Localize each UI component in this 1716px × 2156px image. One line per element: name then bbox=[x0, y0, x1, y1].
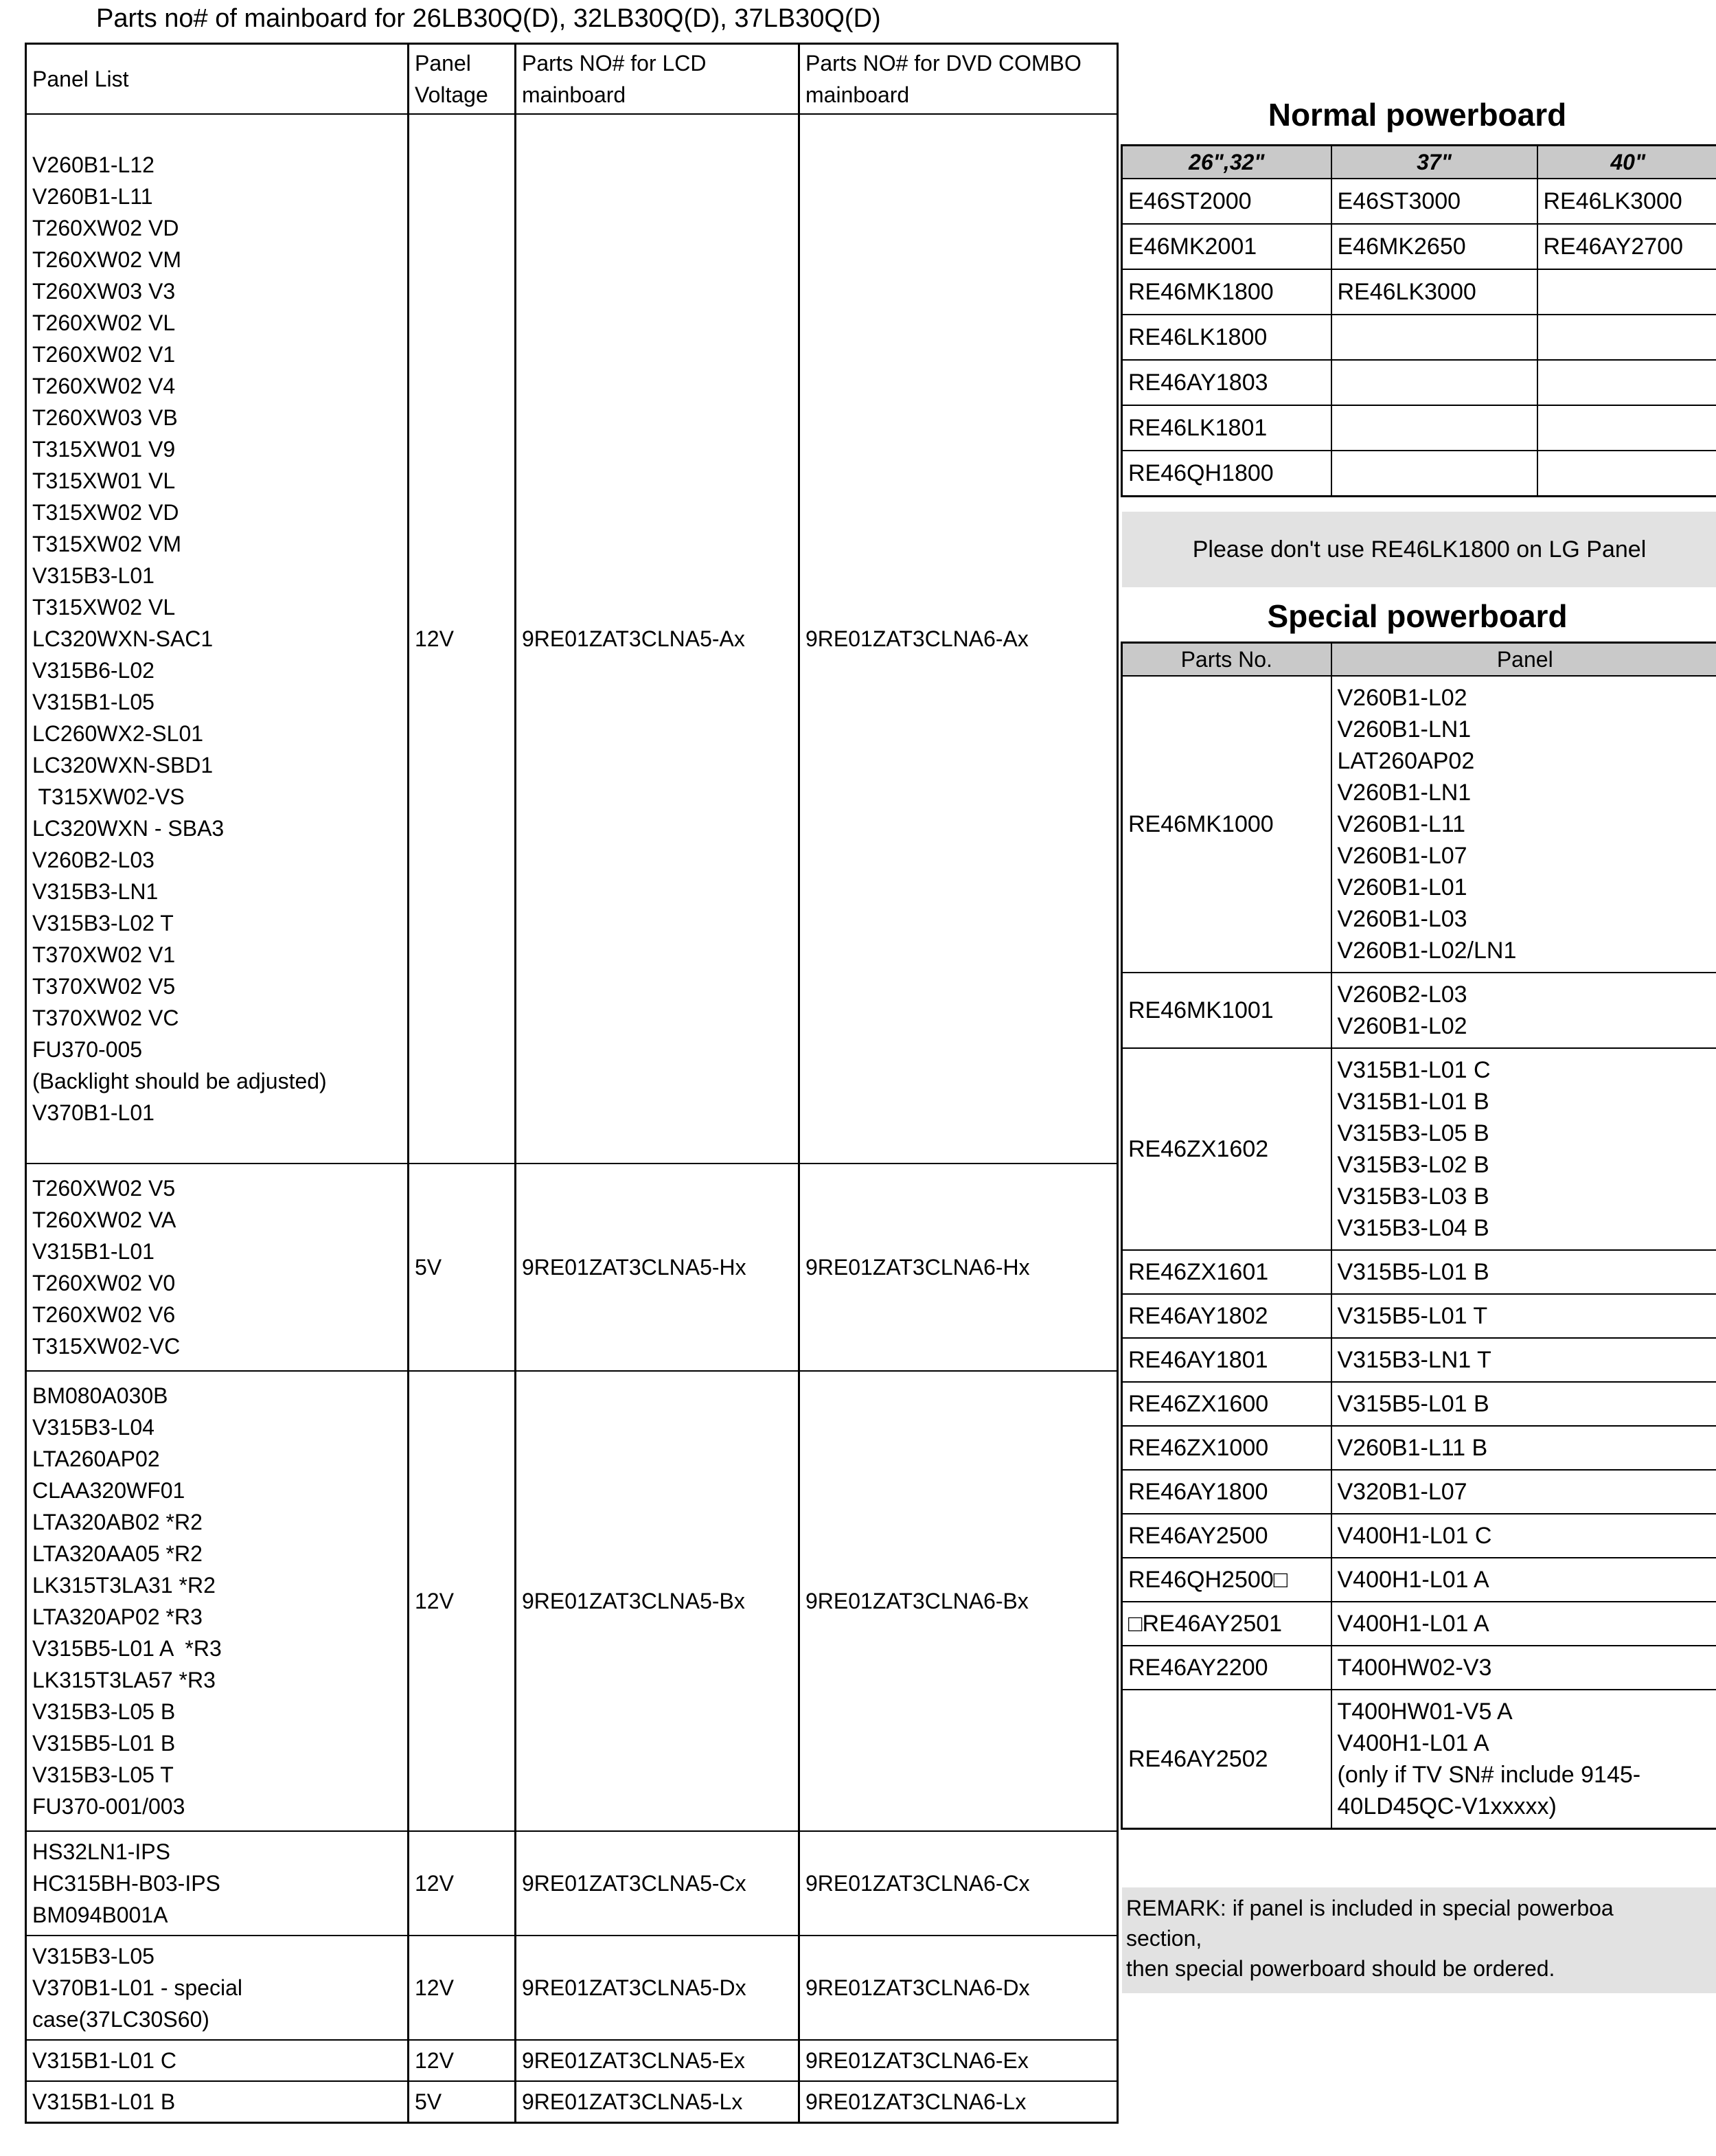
panel-model: LC320WXN-SAC1 bbox=[32, 626, 214, 651]
panel-model: T260XW02 V6 bbox=[32, 1302, 176, 1327]
panel-model: LC320WXN - SBA3 bbox=[32, 816, 225, 841]
panel-voltage-cell: 12V bbox=[409, 1936, 516, 2040]
panel-model: HS32LN1-IPS bbox=[32, 1839, 170, 1864]
panel-model: V260B1-L02/LN1 bbox=[1337, 938, 1517, 964]
panel-voltage-cell: 12V bbox=[409, 114, 516, 1164]
panel-model: V315B6-L02 bbox=[32, 658, 155, 683]
panel-model: V400H1-L01 A bbox=[1337, 1611, 1489, 1637]
panel-voltage-cell: 12V bbox=[409, 2040, 516, 2081]
lcd-mainboard-part-cell: 9RE01ZAT3CLNA5-Ax bbox=[516, 114, 799, 1164]
remark-line: then special powerboard should be ordered. bbox=[1126, 1956, 1555, 1981]
table-row bbox=[1122, 224, 1716, 269]
panel-model: LK315T3LA57 *R3 bbox=[32, 1668, 216, 1692]
panel-model: V260B1-L02 bbox=[1337, 685, 1467, 711]
special-panels-cell bbox=[1331, 1646, 1716, 1690]
panel-model: V315B1-L01 C bbox=[32, 2048, 176, 2073]
special-powerboard-table bbox=[1121, 642, 1716, 1830]
panel-model: V315B3-L03 B bbox=[1337, 1183, 1489, 1210]
table-row bbox=[1122, 1558, 1716, 1602]
powerboard-part-cell bbox=[1537, 451, 1716, 497]
panel-model: V315B5-L01 T bbox=[1337, 1303, 1488, 1329]
powerboard-part-cell bbox=[1537, 360, 1716, 405]
powerboard-part-cell: RE46LK1800 bbox=[1122, 315, 1331, 360]
table-row bbox=[1122, 269, 1716, 315]
table-row bbox=[26, 1164, 1118, 1371]
header-26-32-inch: 26",32" bbox=[1122, 146, 1331, 179]
panel-model: T315XW02-VC bbox=[32, 1334, 181, 1359]
table-row bbox=[26, 114, 1118, 1164]
panel-model: T260XW03 VB bbox=[32, 405, 178, 430]
table-row bbox=[26, 2081, 1118, 2123]
normal-powerboard-title: Normal powerboard bbox=[1268, 97, 1567, 133]
panel-model: V315B5-L01 B bbox=[1337, 1391, 1489, 1417]
powerboard-part-cell: E46ST2000 bbox=[1122, 179, 1331, 224]
panel-model: V315B1-L01 B bbox=[1337, 1089, 1489, 1115]
panel-list bbox=[32, 149, 402, 1128]
panel-model: V260B1-L12 bbox=[32, 152, 155, 177]
panel-model: V400H1-L01 A bbox=[1337, 1567, 1489, 1593]
special-panels-cell bbox=[1331, 1048, 1716, 1250]
panel-model: T260XW02 V4 bbox=[32, 374, 176, 398]
special-part-cell: RE46MK1001 bbox=[1122, 973, 1331, 1048]
panel-model: LTA320AB02 *R2 bbox=[32, 1510, 203, 1534]
panel-model: T260XW02 VM bbox=[32, 247, 181, 272]
panel-model: V260B1-LN1 bbox=[1337, 716, 1472, 742]
panel-model: HC315BH-B03-IPS bbox=[32, 1871, 220, 1896]
panel-model: V315B3-L05 bbox=[32, 1944, 155, 1968]
special-header-row bbox=[1122, 643, 1716, 677]
panel-model: V315B1-L01 B bbox=[32, 2089, 176, 2114]
special-part-cell: RE46AY2500 bbox=[1122, 1514, 1331, 1558]
panel-model: T260XW03 V3 bbox=[32, 279, 176, 304]
panel-model: V315B1-L05 bbox=[32, 690, 155, 714]
lcd-mainboard-part-cell: 9RE01ZAT3CLNA5-Bx bbox=[516, 1371, 799, 1831]
panel-model: V260B1-L03 bbox=[1337, 906, 1467, 932]
panel-list-cell bbox=[26, 1936, 409, 2040]
panel-model: BM094B001A bbox=[32, 1903, 168, 1927]
table-row bbox=[1122, 1690, 1716, 1829]
normal-powerboard-table bbox=[1121, 144, 1716, 497]
panel-model: T370XW02 V1 bbox=[32, 942, 176, 967]
panel-model: V260B2-L03 bbox=[1337, 981, 1467, 1008]
powerboard-part-cell bbox=[1331, 315, 1537, 360]
panel-model: V315B3-L01 bbox=[32, 563, 155, 588]
table-row bbox=[1122, 1338, 1716, 1382]
dvd-combo-mainboard-part-cell: 9RE01ZAT3CLNA6-Cx bbox=[799, 1831, 1118, 1936]
panel-list bbox=[32, 1836, 402, 1931]
panel-model: V315B5-L01 A *R3 bbox=[32, 1636, 222, 1661]
panel-model: (only if TV SN# include 9145- bbox=[1337, 1762, 1641, 1788]
remark-line: REMARK: if panel is included in special powerboa bbox=[1126, 1896, 1614, 1920]
panel-model: V315B3-L05 B bbox=[32, 1699, 176, 1724]
powerboard-part-cell: RE46LK3000 bbox=[1537, 179, 1716, 224]
special-panels-cell bbox=[1331, 1558, 1716, 1602]
panel-model: T315XW02 VD bbox=[32, 500, 179, 525]
powerboard-part-cell bbox=[1537, 269, 1716, 315]
panel-model: FU370-001/003 bbox=[32, 1794, 185, 1819]
normal-header-row bbox=[1122, 146, 1716, 179]
panel-model: BM080A030B bbox=[32, 1383, 168, 1408]
panel-model: CLAA320WF01 bbox=[32, 1478, 185, 1503]
dvd-combo-mainboard-part-cell: 9RE01ZAT3CLNA6-Dx bbox=[799, 1936, 1118, 2040]
panel-voltage-cell: 5V bbox=[409, 1164, 516, 1371]
panel-model: LTA260AP02 bbox=[32, 1446, 160, 1471]
panel-model: V400H1-L01 A bbox=[1337, 1730, 1489, 1756]
special-panels-cell bbox=[1331, 1426, 1716, 1470]
panel-model: (Backlight should be adjusted) bbox=[32, 1069, 327, 1093]
panel-model: V315B5-L01 B bbox=[32, 1731, 176, 1756]
table-row bbox=[1122, 1470, 1716, 1514]
panel-model: LC320WXN-SBD1 bbox=[32, 753, 214, 778]
powerboard-part-cell: RE46AY2700 bbox=[1537, 224, 1716, 269]
special-part-cell: RE46ZX1602 bbox=[1122, 1048, 1331, 1250]
panel-model: V315B3-LN1 bbox=[32, 879, 159, 904]
panel-model: V260B1-L07 bbox=[1337, 843, 1467, 869]
normal-powerboard-notice: Please don't use RE46LK1800 on LG Panel bbox=[1122, 512, 1716, 587]
panel-model: V315B5-L01 B bbox=[1337, 1259, 1489, 1285]
table-row bbox=[1122, 315, 1716, 360]
header-dvd-combo-mainboard: Parts NO# for DVD COMBO mainboard bbox=[799, 44, 1118, 115]
powerboard-part-cell bbox=[1331, 451, 1537, 497]
panel-list-cell bbox=[26, 114, 409, 1164]
special-part-cell: RE46ZX1600 bbox=[1122, 1382, 1331, 1426]
table-row bbox=[1122, 1426, 1716, 1470]
page-title: Parts no# of mainboard for 26LB30Q(D), 32LB30Q(D), 37LB30Q(D) bbox=[96, 4, 881, 33]
table-row bbox=[1122, 1048, 1716, 1250]
header-lcd-mainboard: Parts NO# for LCD mainboard bbox=[516, 44, 799, 115]
panel-list bbox=[32, 1380, 402, 1822]
table-row bbox=[1122, 676, 1716, 973]
powerboard-part-cell: RE46QH1800 bbox=[1122, 451, 1331, 497]
panel-model: V260B2-L03 bbox=[32, 848, 155, 872]
table-row bbox=[1122, 1294, 1716, 1338]
table-row bbox=[26, 1831, 1118, 1936]
panel-list bbox=[32, 2086, 402, 2118]
header-panel-list: Panel List bbox=[26, 44, 409, 115]
panel-model: V260B1-L11 bbox=[1337, 811, 1466, 837]
panel-model: T315XW02 VM bbox=[32, 532, 181, 556]
table-row bbox=[1122, 360, 1716, 405]
header-parts-no: Parts No. bbox=[1122, 643, 1331, 677]
table-row bbox=[1122, 1250, 1716, 1294]
lcd-mainboard-part-cell: 9RE01ZAT3CLNA5-Hx bbox=[516, 1164, 799, 1371]
panel-model: V315B3-L02 T bbox=[32, 911, 174, 935]
special-panels-cell bbox=[1331, 1294, 1716, 1338]
special-part-cell: □RE46AY2501 bbox=[1122, 1602, 1331, 1646]
dvd-combo-mainboard-part-cell: 9RE01ZAT3CLNA6-Lx bbox=[799, 2081, 1118, 2123]
remark-line: section, bbox=[1126, 1926, 1202, 1951]
panel-model: V315B1-L01 C bbox=[1337, 1057, 1491, 1083]
table-row bbox=[1122, 1602, 1716, 1646]
panel-voltage-cell: 12V bbox=[409, 1831, 516, 1936]
mainboard-parts-table bbox=[25, 43, 1119, 2124]
header-37-inch: 37" bbox=[1331, 146, 1537, 179]
panel-model: T260XW02 VD bbox=[32, 216, 179, 240]
powerboard-part-cell: RE46AY1803 bbox=[1122, 360, 1331, 405]
powerboard-part-cell bbox=[1331, 360, 1537, 405]
dvd-combo-mainboard-part-cell: 9RE01ZAT3CLNA6-Hx bbox=[799, 1164, 1118, 1371]
powerboard-part-cell: E46ST3000 bbox=[1331, 179, 1537, 224]
panel-model: V260B1-L11 B bbox=[1337, 1435, 1488, 1461]
panel-model: V370B1-L01 bbox=[32, 1100, 155, 1125]
panel-model: T315XW02 VL bbox=[32, 595, 176, 620]
special-panels-cell bbox=[1331, 1602, 1716, 1646]
panel-model: T260XW02 VL bbox=[32, 310, 176, 335]
panel-model: T260XW02 VA bbox=[32, 1207, 176, 1232]
powerboard-part-cell bbox=[1331, 405, 1537, 451]
table-row bbox=[1122, 1646, 1716, 1690]
table-row bbox=[26, 1371, 1118, 1831]
panel-model: V260B1-LN1 bbox=[1337, 780, 1472, 806]
powerboard-part-cell: E46MK2650 bbox=[1331, 224, 1537, 269]
panel-list bbox=[32, 1172, 402, 1362]
panel-model: case(37LC30S60) bbox=[32, 2007, 209, 2032]
panel-list-cell bbox=[26, 1164, 409, 1371]
panel-list bbox=[32, 1940, 402, 2035]
special-panels-cell bbox=[1331, 1470, 1716, 1514]
panel-model: T260XW02 V5 bbox=[32, 1176, 176, 1201]
special-powerboard-remark bbox=[1122, 1887, 1716, 1993]
panel-model: T370XW02 VC bbox=[32, 1006, 179, 1030]
panel-model: T260XW02 V1 bbox=[32, 342, 176, 367]
panel-model: T400HW01-V5 A bbox=[1337, 1699, 1513, 1725]
panel-model: V370B1-L01 - special bbox=[32, 1975, 242, 2000]
dvd-combo-mainboard-part-cell: 9RE01ZAT3CLNA6-Ax bbox=[799, 114, 1118, 1164]
panel-model: V315B3-LN1 T bbox=[1337, 1347, 1491, 1373]
panel-model: V260B1-L02 bbox=[1337, 1013, 1467, 1039]
special-powerboard-title: Special powerboard bbox=[1267, 598, 1568, 634]
table-row bbox=[1122, 179, 1716, 224]
panel-list-cell bbox=[26, 2040, 409, 2081]
panel-model: T315XW02-VS bbox=[32, 784, 185, 809]
special-panels-cell bbox=[1331, 973, 1716, 1048]
panel-model: T400HW02-V3 bbox=[1337, 1655, 1492, 1681]
special-part-cell: RE46MK1000 bbox=[1122, 676, 1331, 973]
panel-voltage-cell: 12V bbox=[409, 1371, 516, 1831]
panel-model: T370XW02 V5 bbox=[32, 974, 176, 999]
table-header-row bbox=[26, 44, 1118, 115]
lcd-mainboard-part-cell: 9RE01ZAT3CLNA5-Lx bbox=[516, 2081, 799, 2123]
powerboard-part-cell: RE46LK3000 bbox=[1331, 269, 1537, 315]
panel-model: LTA320AA05 *R2 bbox=[32, 1541, 203, 1566]
panel-model: V315B3-L04 bbox=[32, 1415, 155, 1440]
panel-model: LK315T3LA31 *R2 bbox=[32, 1573, 216, 1598]
table-row bbox=[1122, 451, 1716, 497]
special-panels-cell bbox=[1331, 676, 1716, 973]
table-row bbox=[1122, 1382, 1716, 1426]
panel-list-cell bbox=[26, 1371, 409, 1831]
special-panels-cell bbox=[1331, 1690, 1716, 1829]
special-part-cell: RE46AY1800 bbox=[1122, 1470, 1331, 1514]
special-panels-cell bbox=[1331, 1382, 1716, 1426]
table-row bbox=[26, 2040, 1118, 2081]
table-row bbox=[26, 1936, 1118, 2040]
panel-list-cell bbox=[26, 1831, 409, 1936]
panel-model: V315B3-L05 T bbox=[32, 1762, 174, 1787]
panel-model: V320B1-L07 bbox=[1337, 1479, 1467, 1505]
powerboard-part-cell: RE46LK1801 bbox=[1122, 405, 1331, 451]
header-panel-voltage: Panel Voltage bbox=[409, 44, 516, 115]
header-panel: Panel bbox=[1331, 643, 1716, 677]
panel-model: T260XW02 V0 bbox=[32, 1271, 176, 1295]
dvd-combo-mainboard-part-cell: 9RE01ZAT3CLNA6-Bx bbox=[799, 1371, 1118, 1831]
panel-model: V260B1-L01 bbox=[1337, 874, 1467, 900]
powerboard-part-cell bbox=[1537, 405, 1716, 451]
panel-list-cell bbox=[26, 2081, 409, 2123]
panel-model: LTA320AP02 *R3 bbox=[32, 1604, 203, 1629]
panel-model: T315XW01 V9 bbox=[32, 437, 176, 462]
panel-model: LC260WX2-SL01 bbox=[32, 721, 204, 746]
special-part-cell: RE46AY2200 bbox=[1122, 1646, 1331, 1690]
special-part-cell: RE46ZX1000 bbox=[1122, 1426, 1331, 1470]
special-part-cell: RE46AY2502 bbox=[1122, 1690, 1331, 1829]
panel-voltage-cell: 5V bbox=[409, 2081, 516, 2123]
table-row bbox=[1122, 973, 1716, 1048]
lcd-mainboard-part-cell: 9RE01ZAT3CLNA5-Cx bbox=[516, 1831, 799, 1936]
special-part-cell: RE46AY1802 bbox=[1122, 1294, 1331, 1338]
panel-model: T315XW01 VL bbox=[32, 468, 176, 493]
powerboard-part-cell: E46MK2001 bbox=[1122, 224, 1331, 269]
powerboard-part-cell: RE46MK1800 bbox=[1122, 269, 1331, 315]
special-part-cell: RE46ZX1601 bbox=[1122, 1250, 1331, 1294]
panel-model: V315B1-L01 bbox=[32, 1239, 155, 1264]
special-panels-cell bbox=[1331, 1338, 1716, 1382]
panel-model: LAT260AP02 bbox=[1337, 748, 1475, 774]
panel-model: FU370-005 bbox=[32, 1037, 143, 1062]
header-40-inch: 40" bbox=[1537, 146, 1716, 179]
panel-model: V260B1-L11 bbox=[32, 184, 153, 209]
special-part-cell: RE46AY1801 bbox=[1122, 1338, 1331, 1382]
lcd-mainboard-part-cell: 9RE01ZAT3CLNA5-Ex bbox=[516, 2040, 799, 2081]
panel-model: 40LD45QC-V1xxxxx) bbox=[1337, 1793, 1557, 1819]
special-panels-cell bbox=[1331, 1250, 1716, 1294]
panel-model: V315B3-L04 B bbox=[1337, 1215, 1489, 1241]
panel-model: V315B3-L05 B bbox=[1337, 1120, 1489, 1146]
lcd-mainboard-part-cell: 9RE01ZAT3CLNA5-Dx bbox=[516, 1936, 799, 2040]
panel-list bbox=[32, 2045, 402, 2076]
dvd-combo-mainboard-part-cell: 9RE01ZAT3CLNA6-Ex bbox=[799, 2040, 1118, 2081]
table-row bbox=[1122, 1514, 1716, 1558]
table-row bbox=[1122, 405, 1716, 451]
special-part-cell: RE46QH2500□ bbox=[1122, 1558, 1331, 1602]
powerboard-part-cell bbox=[1537, 315, 1716, 360]
special-panels-cell bbox=[1331, 1514, 1716, 1558]
panel-model: V400H1-L01 C bbox=[1337, 1523, 1492, 1549]
panel-model: V315B3-L02 B bbox=[1337, 1152, 1489, 1178]
